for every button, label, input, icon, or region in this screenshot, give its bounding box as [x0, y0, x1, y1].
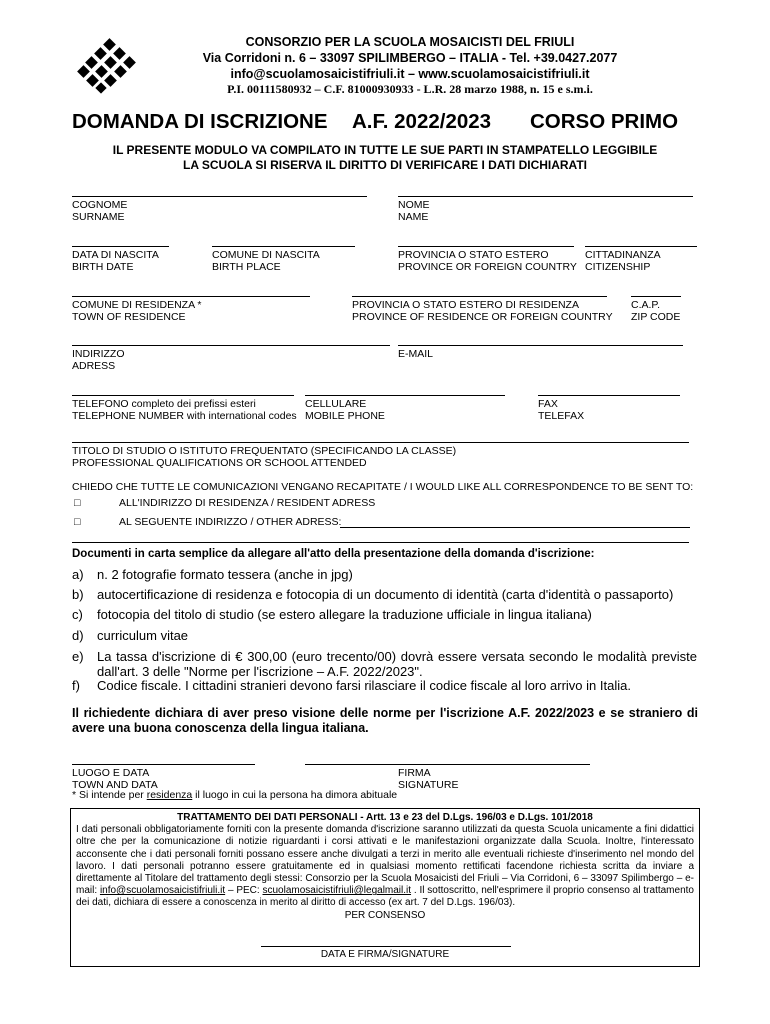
privacy-text: I dati personali obbligatoriamente forniti con la presente domanda d'iscrizione saranno utilizzati da questa Scuola unicamente a fini didattici oltre che per la comunicazione di notizie riguardanti i corsi attivati e le manifestazioni organizzate dalla Scuola. Inoltre, l'interessato acconsente che i dati personali forniti possano essere anche divulgati a terzi in merito alle eventuali richieste d'inserimento nel mondo del lavoro. I dati personali potranno essere gratuitamente ed in qualsiasi momento rettificati facendone richiesta scritta da inviare a direttamente al Titolare del trattamento degli stessi: Consorzio per la Scuola Mosaicisti del Friuli – Via Corridoni, 6 – 33097 Spilimbergo – e-mail: info@scuolamosaicistifriuli.it – PEC: scuolamosaicistifriuli@legalmail.it . Il sottoscritto, nell'esprimere il proprio consenso al trattamento dei dati, dichiara di essere a conoscenza in merito al diritto di accesso (ex art. 7 del D.Lgs. 196/03). [76, 824, 694, 909]
course-name: CORSO PRIMO [530, 110, 679, 133]
document-item-a: a) n. 2 fotografie formato tessera (anche in jpg) [72, 567, 353, 582]
privacy-box [70, 808, 700, 967]
school-logo [75, 38, 145, 94]
document-item-d: d) curriculum vitae [72, 628, 189, 643]
surname-field[interactable]: COGNOME SURNAME [72, 196, 367, 223]
academic-year: A.F. 2022/2023 [352, 110, 492, 133]
org-fiscal: P.I. 00111580932 – C.F. 81000930933 - L.R. 28 marzo 1988, n. 15 e s.m.i. [227, 82, 593, 96]
checkbox-resident-address[interactable]: □ [74, 497, 81, 509]
name-field[interactable]: NOME NAME [398, 196, 693, 223]
fax-field[interactable]: FAX TELEFAX [538, 395, 680, 422]
document-item-f: f) Codice fiscale. I cittadini stranieri devono farsi rilasciare il codice fiscale al loro arrivo in Italia. [72, 678, 631, 693]
signature-line[interactable] [305, 764, 590, 765]
other-address-line-2[interactable] [72, 542, 689, 543]
residence-town-field[interactable]: COMUNE DI RESIDENZA * TOWN OF RESIDENCE [72, 296, 310, 323]
signature-label: FIRMA SIGNATURE [398, 767, 459, 791]
documents-heading: Documenti in carta semplice da allegare all'atto della presentazione della domanda d'iscrizione: [72, 548, 595, 560]
org-address: Via Corridoni n. 6 – 33097 SPILIMBERGO – ITALIA - Tel. +39.0427.2077 [202, 51, 618, 65]
privacy-pec-link[interactable]: scuolamosaicistifriuli@legalmail.it [262, 885, 412, 897]
privacy-email-link[interactable]: info@scuolamosaicistifriuli.it [99, 885, 226, 897]
citizenship-field[interactable]: CITTADINANZA CITIZENSHIP [585, 246, 697, 273]
email-field[interactable]: E-MAIL [398, 345, 683, 361]
declaration-text: Il richiedente dichiara di aver preso visione delle norme per l'iscrizione A.F. 2022/2023 e se straniero di avere una buona conoscenza della lingua italiana. [72, 706, 698, 735]
checkbox-other-address[interactable]: □ [74, 516, 81, 528]
document-item-c: c) fotocopia del titolo di studio (se estero allegare la traduzione ufficiale in lingua italiana) [72, 607, 592, 622]
document-item-e: e) La tassa d'iscrizione di € 300,00 (euro trecento/00) dovrà essere versata secondo le modalità previste dall'art. 3 delle "Norme per l'iscrizione – A.F. 2022/2023". [72, 649, 697, 679]
document-item-b: b) autocertificazione di residenza e fotocopia di un documento di identità (carta d'identità o passaporto) [72, 587, 674, 602]
residence-footnote: * Si intende per residenza il luogo in cui la persona ha dimora abituale [72, 789, 398, 801]
consent-label: PER CONSENSO [344, 909, 426, 921]
org-contacts: info@scuolamosaicistifriuli.it – www.scuolamosaicistifriuli.it [230, 67, 590, 81]
instruction-line-1: IL PRESENTE MODULO VA COMPILATO IN TUTTE LE SUE PARTI IN STAMPATELLO LEGGIBILE [112, 143, 658, 157]
form-title: DOMANDA DI ISCRIZIONE [72, 110, 328, 133]
consent-signature-line[interactable] [261, 946, 511, 947]
mobile-phone-field[interactable]: CELLULARE MOBILE PHONE [305, 395, 505, 422]
correspondence-question: CHIEDO CHE TUTTE LE COMUNICAZIONI VENGANO RECAPITATE / I WOULD LIKE ALL CORRESPONDENCE TO BE SENT TO: [72, 481, 694, 493]
privacy-title: TRATTAMENTO DEI DATI PERSONALI - Artt. 13 e 23 del D.Lgs. 196/03 e D.Lgs. 101/2018 [177, 812, 593, 823]
address-field[interactable]: INDIRIZZO ADRESS [72, 345, 390, 372]
birth-date-field[interactable]: DATA DI NASCITA BIRTH DATE [72, 246, 169, 273]
qualifications-field[interactable]: TITOLO DI STUDIO O ISTITUTO FREQUENTATO (SPECIFICANDO LA CLASSE) PROFESSIONAL QUALIFICATIONS OR SCHOOL ATTENDED [72, 442, 689, 469]
org-name: CONSORZIO PER LA SCUOLA MOSAICISTI DEL FRIULI [245, 35, 575, 49]
zip-code-field[interactable]: C.A.P. ZIP CODE [631, 296, 681, 323]
consent-signature-label: DATA E FIRMA/SIGNATURE [320, 949, 450, 960]
birth-place-field[interactable]: COMUNE DI NASCITA BIRTH PLACE [212, 246, 355, 273]
residence-province-field[interactable]: PROVINCIA O STATO ESTERO DI RESIDENZA PROVINCE OF RESIDENCE OR FOREIGN COUNTRY [352, 296, 607, 323]
option-other-address: AL SEGUENTE INDIRIZZO / OTHER ADRESS: [119, 516, 342, 528]
place-date-field[interactable]: LUOGO E DATA TOWN AND DATA [72, 764, 255, 791]
telephone-field[interactable]: TELEFONO completo dei prefissi esteri TELEPHONE NUMBER with international codes [72, 395, 294, 422]
other-address-line[interactable] [340, 527, 690, 528]
instruction-line-2: LA SCUOLA SI RISERVA IL DIRITTO DI VERIFICARE I DATI DICHIARATI [182, 158, 587, 172]
birth-province-field[interactable]: PROVINCIA O STATO ESTERO PROVINCE OR FOREIGN COUNTRY [398, 246, 574, 273]
option-resident-address: ALL'INDIRIZZO DI RESIDENZA / RESIDENT ADRESS [119, 497, 376, 509]
